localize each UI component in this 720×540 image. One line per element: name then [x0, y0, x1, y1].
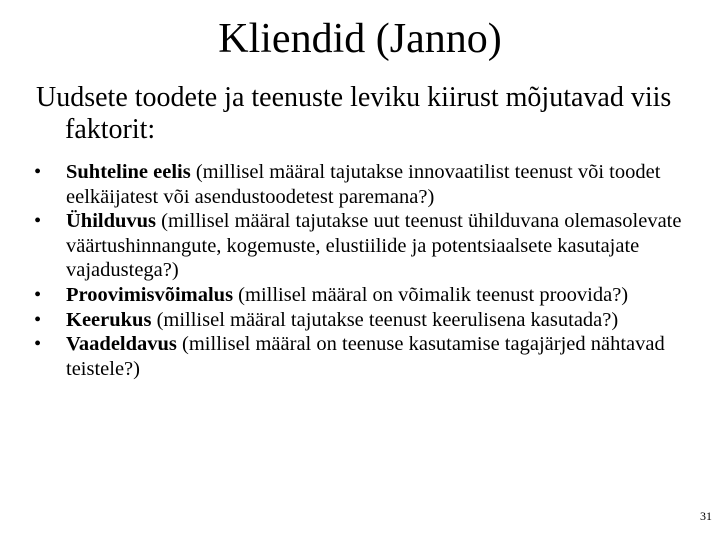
bullet-dot: • — [34, 161, 42, 183]
bullet-description: (millisel määral tajutakse uut teenust ühilduvana olemasolevate väärtushinnangute, kogemuste, elustiilide ja potentsiaalsete kasutajate vajadustega?) — [66, 210, 682, 282]
slide-title: Kliendid (Janno) — [218, 16, 502, 62]
bullet-dot: • — [34, 210, 42, 233]
bullet-term: Vaadeldavus — [66, 333, 177, 356]
bullet-description: (millisel määral on teenuse kasutamise tagajärjed nähtavad teistele?) — [66, 333, 665, 380]
bullet-dot: • — [34, 333, 42, 356]
bullet-item — [34, 308, 694, 333]
bullet-term: Keerukus — [66, 308, 152, 331]
bullet-dot: • — [34, 308, 42, 331]
bullet-description: (millisel määral tajutakse teenust keerulisena kasutada?) — [151, 308, 619, 331]
bullet-term: Ühilduvus — [66, 210, 157, 233]
bullet-term: Proovimisvõimalus — [66, 283, 234, 306]
bullet-description: (millisel määral on võimalik teenust proovida?) — [233, 283, 629, 306]
bullet-item — [34, 160, 694, 209]
bullet-item — [34, 283, 694, 308]
bullet-item — [34, 209, 694, 283]
bullet-dot: • — [34, 283, 42, 306]
slide-intro: Uudsete toodete ja teenuste leviku kiirust mõjutavad viis faktorit: — [36, 82, 672, 145]
page-number: 31 — [700, 509, 712, 523]
bullet-item — [34, 332, 694, 381]
bullet-term: Suhteline eelis — [66, 161, 191, 183]
bullet-description: (millisel määral tajutakse innovaatilist teenust või toodet eelkäijatest või asendustoodetest paremana?) — [66, 161, 661, 208]
bullet-list — [34, 160, 694, 381]
